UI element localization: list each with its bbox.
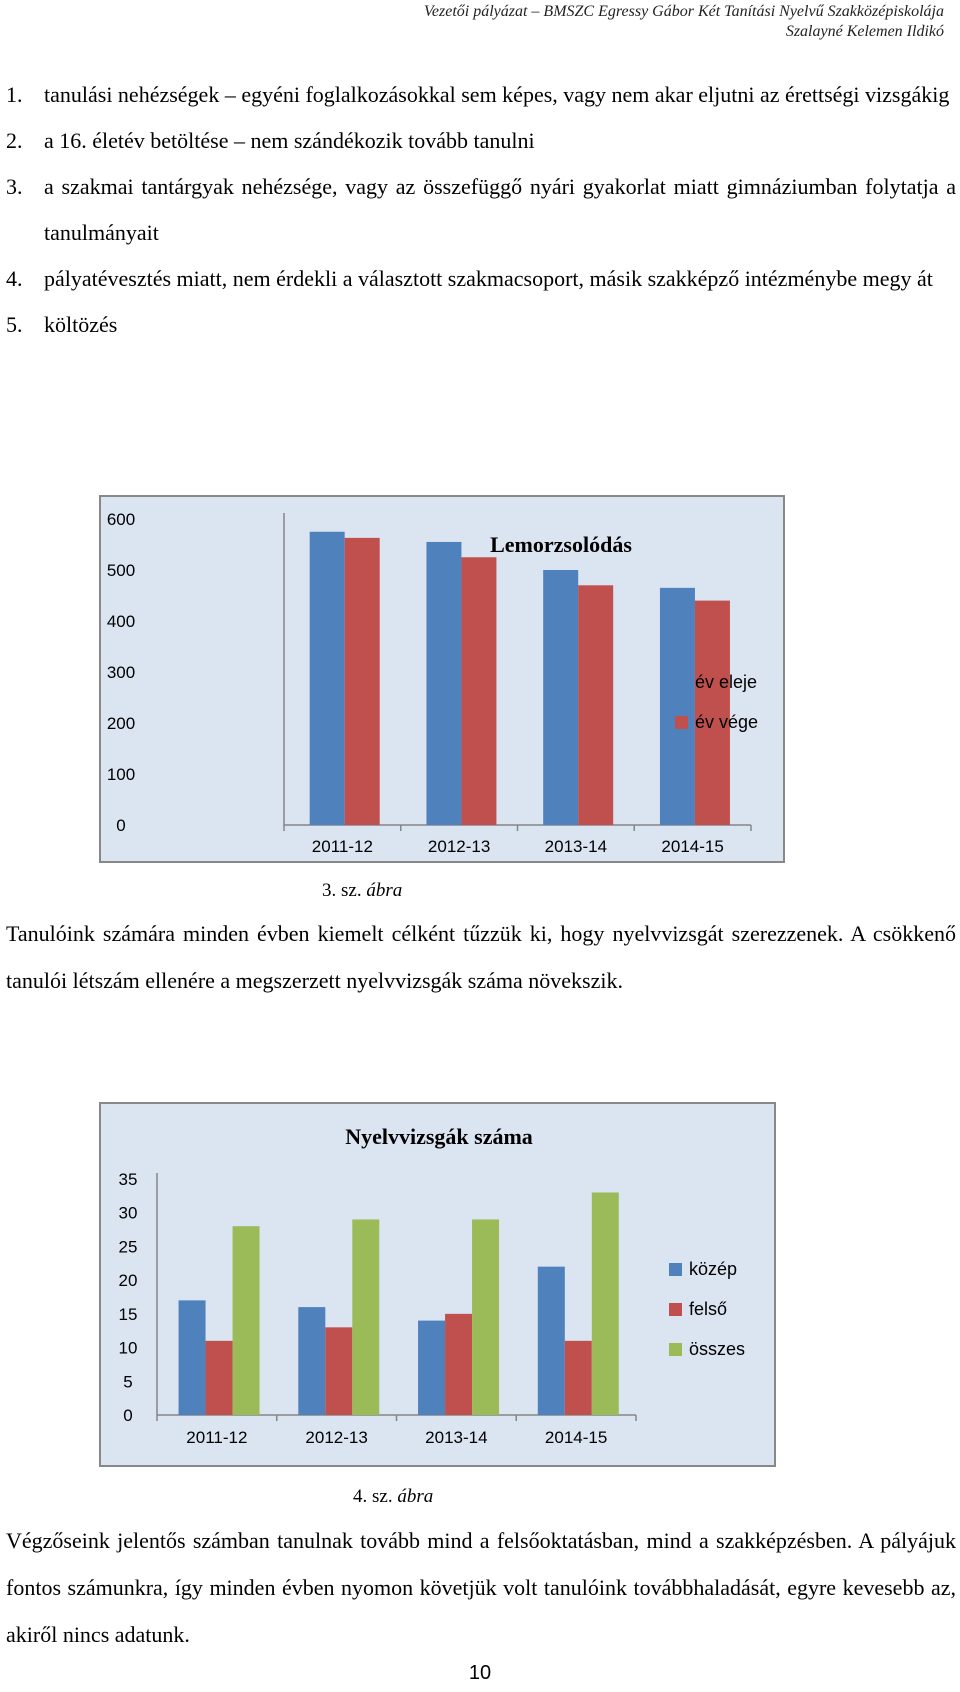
y-tick-label: 5 bbox=[123, 1372, 133, 1392]
list-number: 4. bbox=[6, 266, 23, 291]
legend-swatch bbox=[669, 1343, 682, 1356]
y-tick-label: 0 bbox=[123, 1406, 133, 1425]
legend-swatch bbox=[675, 716, 688, 729]
list-item bbox=[6, 302, 956, 348]
x-tick-label: 2013-14 bbox=[425, 1428, 488, 1447]
bar-év-vége-2011-12 bbox=[345, 538, 380, 825]
figure-caption-4 bbox=[353, 1486, 433, 1508]
bar-összes-2012-13 bbox=[352, 1219, 379, 1415]
list-text: tanulási nehézségek – egyéni foglalkozásokkal sem képes, vagy nem akar eljutni az érettségi vizsgákig bbox=[44, 82, 950, 107]
legend-label: év eleje bbox=[695, 672, 758, 692]
x-tick-label: 2014-15 bbox=[544, 1428, 608, 1447]
bar-év-eleje-2014-15 bbox=[660, 588, 695, 825]
list-text: a 16. életév betöltése – nem szándékozik tovább tanulni bbox=[44, 128, 535, 153]
dropout-chart bbox=[99, 495, 785, 863]
language-exams-chart bbox=[99, 1102, 776, 1467]
list-text: pályatévesztés miatt, nem érdekli a választott szakmacsoport, másik szakképző intézménybe megy át bbox=[44, 266, 933, 291]
bar-összes-2014-15 bbox=[592, 1192, 619, 1415]
legend-label: év vége bbox=[695, 712, 759, 732]
caption-word: ábra bbox=[397, 1486, 434, 1507]
x-tick-label: 2012-13 bbox=[305, 1428, 368, 1447]
legend-swatch bbox=[669, 1263, 682, 1276]
chart-title: Lemorzsolódás bbox=[490, 532, 632, 557]
language-exams-chart-svg bbox=[101, 1104, 774, 1465]
legend-label: felső bbox=[689, 1299, 728, 1319]
header-author: Szalayné Kelemen Ildikó bbox=[785, 23, 944, 40]
dropout-chart-svg bbox=[101, 497, 783, 861]
y-tick-label: 400 bbox=[106, 612, 136, 631]
list-number: 2. bbox=[6, 128, 23, 153]
caption-word: ábra bbox=[366, 880, 403, 901]
list-item bbox=[6, 72, 956, 118]
x-tick-label: 2011-12 bbox=[311, 837, 373, 856]
list-item bbox=[6, 256, 956, 302]
figure-caption-3 bbox=[322, 880, 402, 902]
bar-összes-2013-14 bbox=[472, 1219, 499, 1415]
bar-felső-2012-13 bbox=[325, 1327, 352, 1415]
y-tick-label: 0 bbox=[116, 816, 126, 835]
x-tick-label: 2014-15 bbox=[661, 837, 724, 856]
y-tick-label: 100 bbox=[106, 765, 136, 784]
list-item bbox=[6, 118, 956, 164]
header-title: Vezetői pályázat – BMSZC Egressy Gábor Két Tanítási Nyelvű Szakközépiskolája bbox=[423, 3, 944, 20]
y-tick-label: 500 bbox=[106, 561, 136, 580]
legend-label: összes bbox=[689, 1339, 746, 1359]
x-tick-label: 2013-14 bbox=[544, 837, 608, 856]
list-number: 5. bbox=[6, 312, 23, 337]
chart-title: Nyelvvizsgák száma bbox=[345, 1124, 533, 1149]
list-item bbox=[6, 164, 956, 256]
paragraph-language-exams: Tanulóink számára minden évben kiemelt célként tűzzük ki, hogy nyelvvizsgát szerezzenek. A csökkenő tanulói létszám ellenére a megszerzett nyelvvizsgák száma növekszik. bbox=[6, 921, 956, 993]
y-tick-label: 200 bbox=[106, 714, 136, 733]
y-tick-label: 20 bbox=[118, 1271, 138, 1291]
x-tick-label: 2011-12 bbox=[186, 1428, 248, 1447]
bar-év-eleje-2011-12 bbox=[310, 532, 345, 825]
bar-felső-2011-12 bbox=[206, 1341, 233, 1415]
bar-felső-2014-15 bbox=[565, 1341, 592, 1415]
caption-number: 3. sz. bbox=[322, 880, 362, 901]
list-number: 1. bbox=[6, 82, 23, 107]
y-tick-label: 300 bbox=[106, 663, 136, 682]
bar-közép-2014-15 bbox=[538, 1267, 565, 1415]
bar-felső-2013-14 bbox=[445, 1314, 472, 1415]
bar-év-eleje-2012-13 bbox=[426, 542, 461, 825]
bar-közép-2013-14 bbox=[418, 1321, 445, 1415]
y-tick-label: 600 bbox=[106, 510, 136, 529]
legend-swatch bbox=[675, 676, 688, 689]
caption-number: 4. sz. bbox=[353, 1486, 393, 1507]
y-tick-label: 25 bbox=[118, 1237, 138, 1257]
list-text: a szakmai tantárgyak nehézsége, vagy az összefüggő nyári gyakorlat miatt gimnáziumban folytatja a tanulmányait bbox=[44, 174, 956, 245]
y-tick-label: 35 bbox=[118, 1170, 138, 1189]
bar-összes-2011-12 bbox=[233, 1226, 260, 1415]
reasons-list bbox=[6, 72, 956, 348]
paragraph-graduates: Végzőseink jelentős számban tanulnak tovább mind a felsőoktatásban, mind a szakképzésben. A pályájuk fontos számunkra, így minden évben nyomon követjük volt tanulóink továbbhaladását, egyre kevesebb az, akiről nincs adatunk. bbox=[6, 1528, 956, 1647]
y-tick-label: 10 bbox=[118, 1338, 138, 1358]
x-tick-label: 2012-13 bbox=[427, 837, 491, 856]
bar-év-eleje-2013-14 bbox=[543, 570, 578, 825]
list-text: költözés bbox=[44, 312, 118, 337]
y-tick-label: 30 bbox=[118, 1203, 138, 1223]
legend-swatch bbox=[669, 1303, 682, 1316]
bar-közép-2012-13 bbox=[298, 1307, 325, 1415]
bar-év-vége-2013-14 bbox=[578, 585, 613, 825]
page-header bbox=[424, 2, 944, 42]
bar-év-vége-2012-13 bbox=[461, 557, 496, 825]
page-number: 10 bbox=[468, 1662, 492, 1684]
bar-közép-2011-12 bbox=[179, 1300, 206, 1415]
list-number: 3. bbox=[6, 174, 23, 199]
y-tick-label: 15 bbox=[118, 1304, 138, 1324]
legend-label: közép bbox=[689, 1259, 738, 1279]
